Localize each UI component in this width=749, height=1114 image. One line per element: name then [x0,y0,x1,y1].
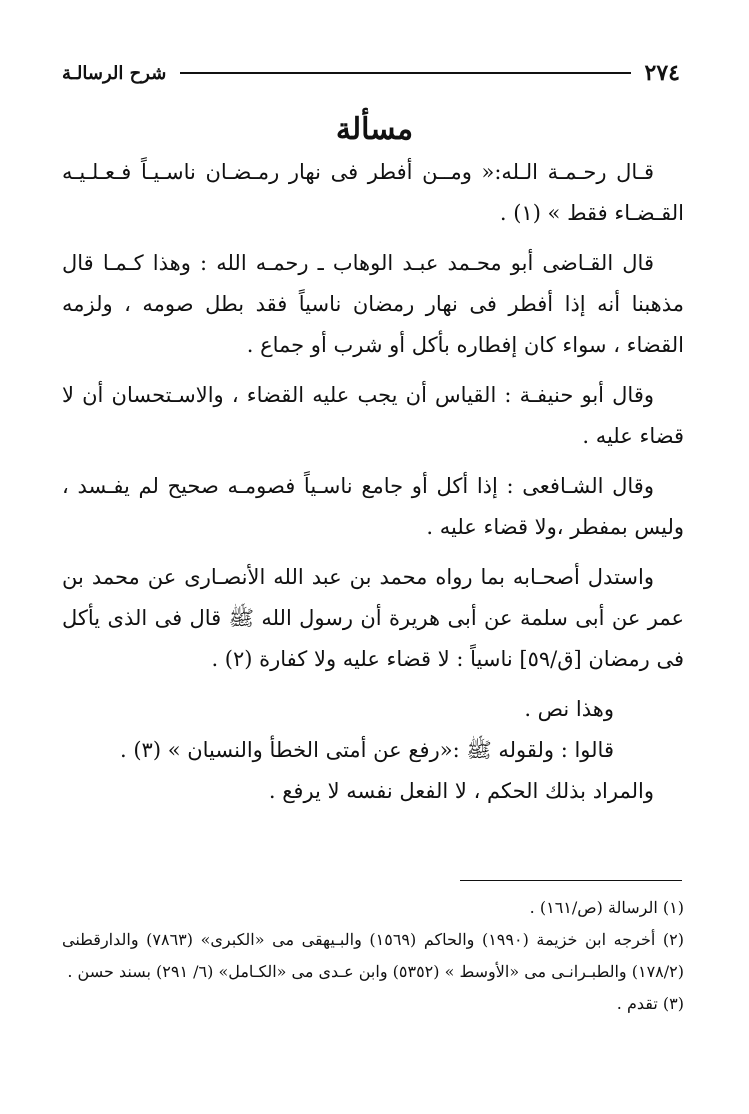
footnote: (٢) أخرجه ابن خزيمة (١٩٩٠) والحاكم (١٥٦٩) والبـيهقى مى «الكبرى» (٧٨٦٣) والدارقطنى (١٧٨/٢) والطبـرانـى مى «الأوسط » (٥٣٥٢) وابن عـدى مى «الكـامل» (٦/ ٢٩١) بسند حسن . [62,930,684,981]
paragraph: وقال الشـافعى : إذا أكل أو جامع ناسـياً فصومـه صحيح لم يفـسد ، وليس بمفطر ،ولا قضاء عليه . [62,474,684,539]
footnote: (١) الرسالة (ص/١٦١) . [529,898,684,917]
paragraph: قالوا : ولقوله ﷺ :«رفع عن أمتى الخطأ والنسيان » (٣) . [120,738,614,762]
footnote-rule [460,880,682,881]
paragraph: واستدل أصحـابه بما رواه محمد بن عبد الله الأنصـارى عن محمد بن عمر عن أبى سلمة عن أبى هريرة أن رسول الله ﷺ قال فى الذى يأكل فى رمضان [ق/٥٩] ناسياً : لا قضاء عليه ولا كفارة (٢) . [62,565,684,671]
running-title: شرح الرسالـة [62,62,167,84]
section-title: مسألة [335,112,414,147]
header-rule [180,72,630,74]
footnotes [62,892,684,1020]
page-number: ٢٧٤ [644,60,680,86]
paragraph: وقال أبو حنيفـة : القياس أن يجب عليه القضاء ، والاسـتحسان أن لا قضاء عليه . [62,383,684,448]
page-header [62,58,680,88]
footnote: (٣) تقدم . [616,994,684,1013]
paragraph: قـال رحـمـة الـله:« ومــن أفطر فى نهار رمـضـان ناسـيـاً فـعـلـيـه القـضـاء فقط » (١) . [62,160,684,225]
paragraph: والمراد بذلك الحكم ، لا الفعل نفسه لا يرفع . [268,779,654,803]
paragraph: وهذا نص . [524,697,614,721]
paragraph: قال القـاضى أبو محـمد عبـد الوهاب ـ رحمـه الله : وهذا كـمـا قال مذهبنا أنه إذا أفطر فى نهار رمضان ناسياً فقد بطل صومه ، ولزمه القضاء ، سواء كان إفطاره بأكل أو شرب أو جماع . [62,251,684,357]
body-text [62,152,684,821]
